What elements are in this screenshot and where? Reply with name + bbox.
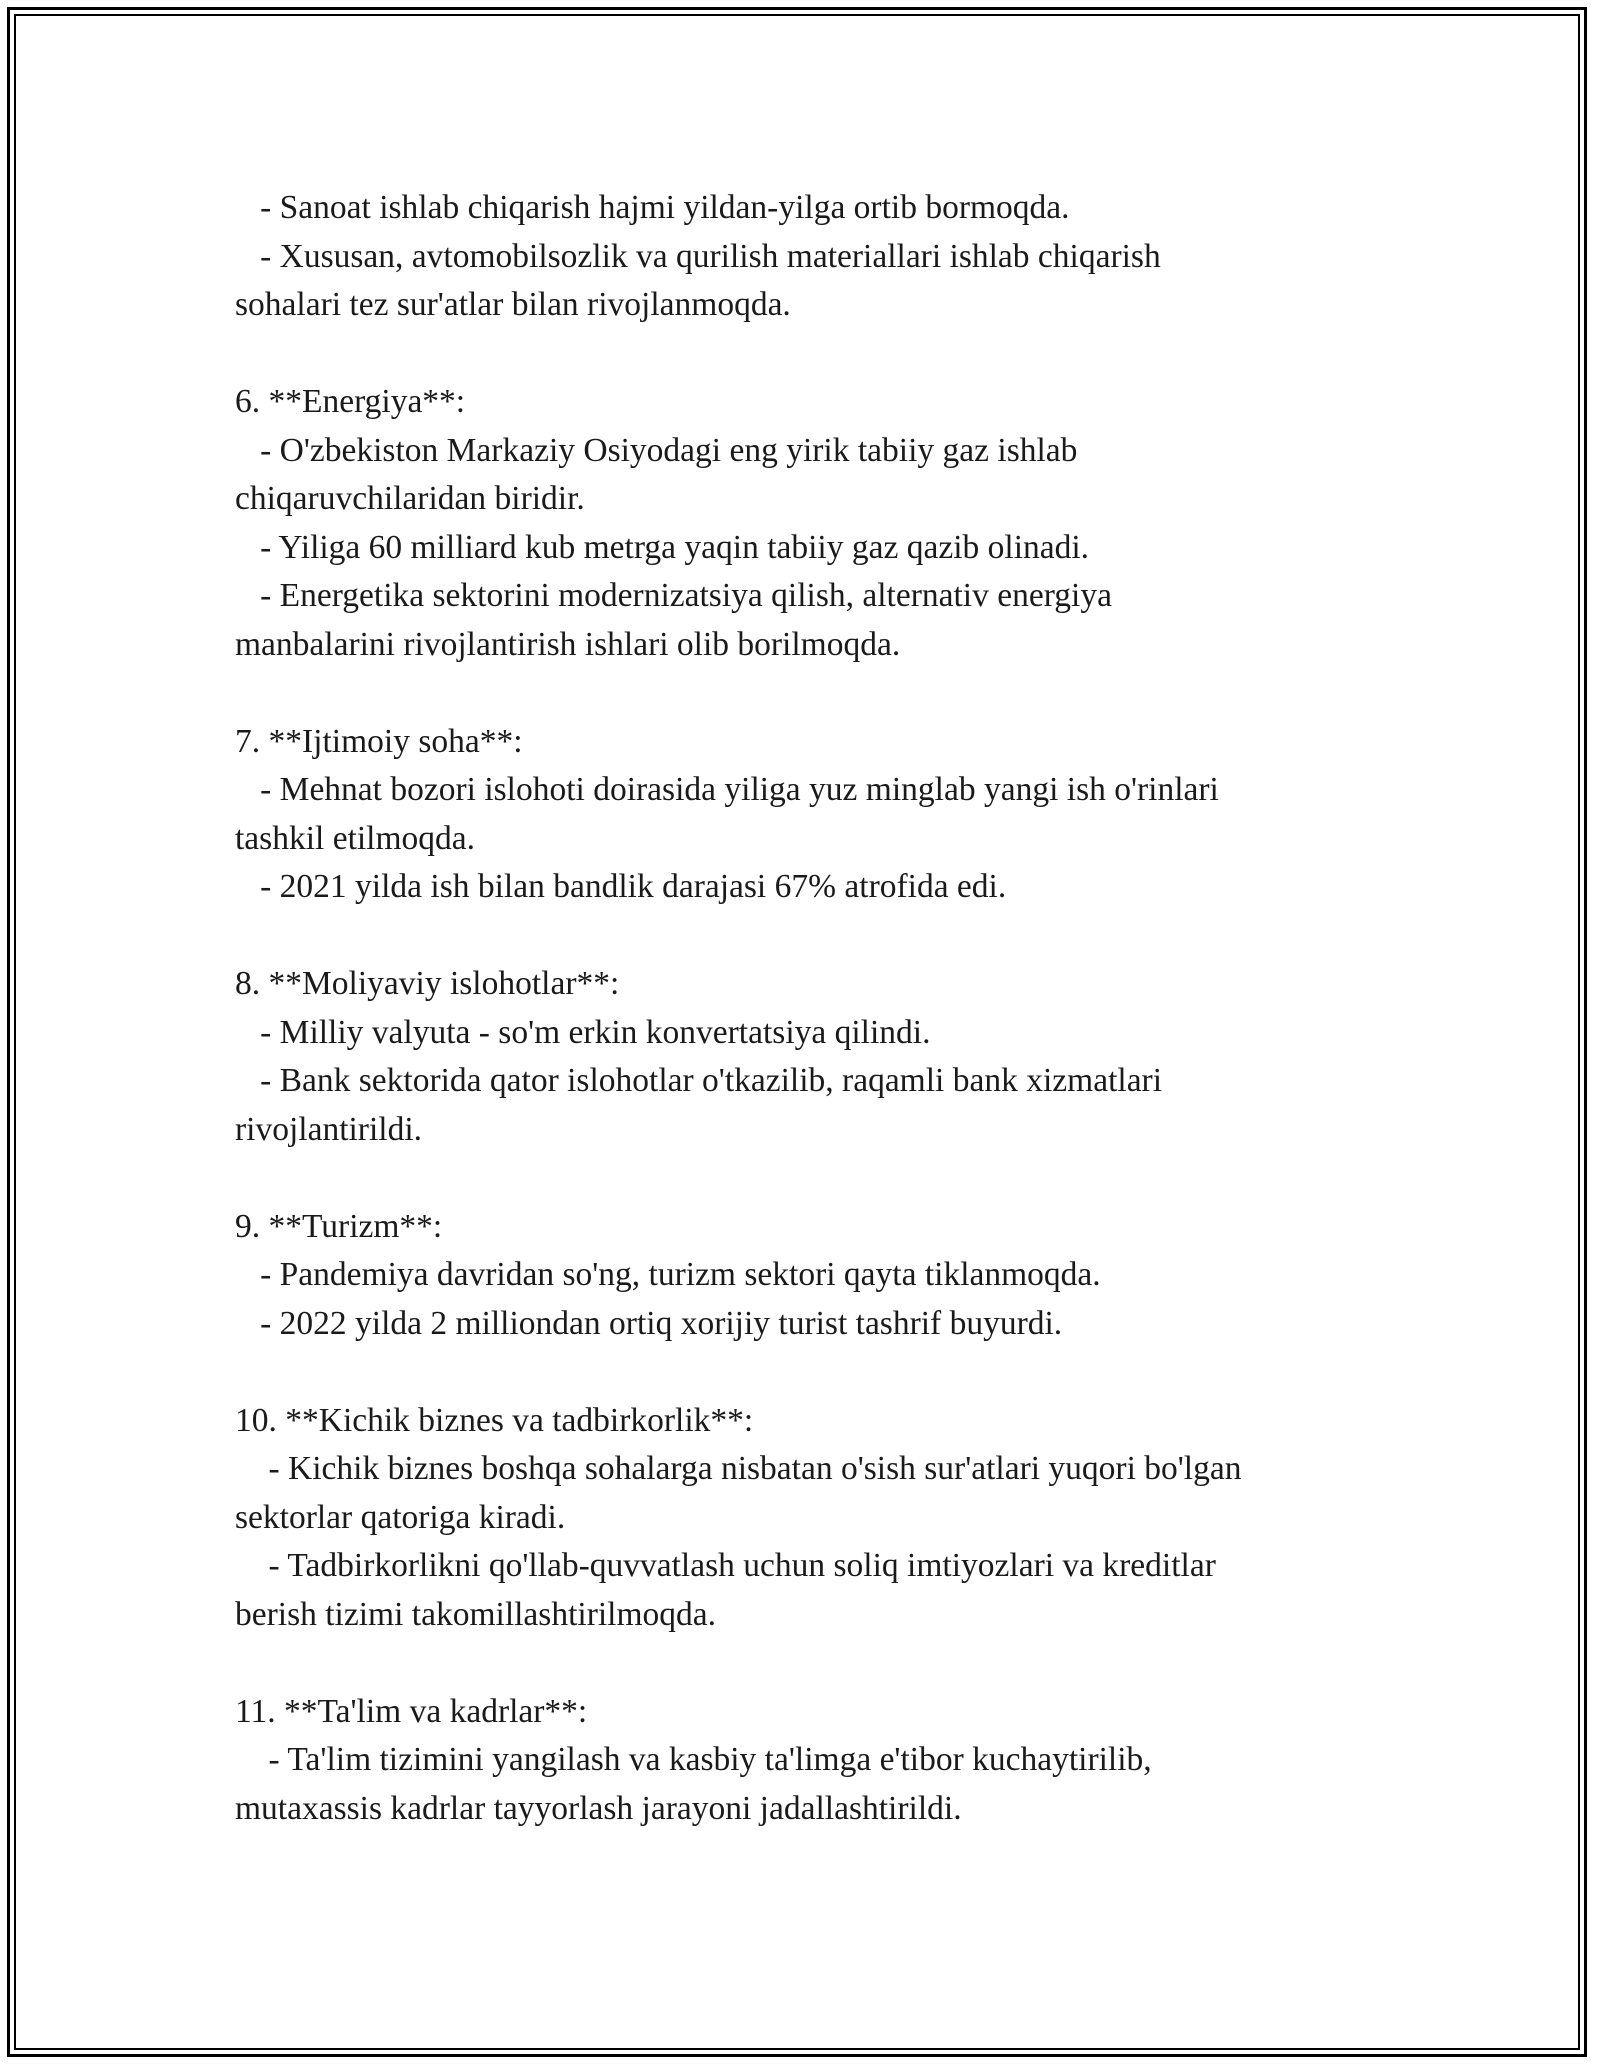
text-line: - Bank sektorida qator islohotlar o'tkazilib, raqamli bank xizmatlari	[235, 1062, 1163, 1099]
text-line: sektorlar qatoriga kiradi.	[235, 1498, 566, 1536]
text-line: - Yiliga 60 milliard kub metrga yaqin tabiiy gaz qazib olinadi.	[235, 528, 1090, 566]
blank-line	[235, 912, 1365, 961]
text-line: sohalari tez sur'atlar bilan rivojlanmoqda.	[235, 286, 791, 323]
section-heading: 8. **Moliyaviy islohotlar**:	[235, 965, 620, 1002]
text-line: - 2022 yilda 2 milliondan ortiq xorijiy turist tashrif buyurdi.	[235, 1304, 1063, 1342]
text-line: rivojlantirildi.	[235, 1110, 423, 1148]
blank-line	[235, 1348, 1365, 1397]
blank-line	[235, 669, 1365, 718]
text-line: - 2021 yilda ish bilan bandlik darajasi 67% atrofida edi.	[235, 868, 1007, 905]
text-line: mutaxassis kadrlar tayyorlash jarayoni jadallashtirildi.	[235, 1789, 962, 1827]
text-line: - Tadbirkorlikni qo'llab-quvvatlash uchun soliq imtiyozlari va kreditlar	[235, 1547, 1216, 1584]
section-heading: 11. **Ta'lim va kadrlar**:	[235, 1692, 588, 1730]
text-line: - Pandemiya davridan so'ng, turizm sektori qayta tiklanmoqda.	[235, 1256, 1101, 1293]
section-heading: 7. **Ijtimoiy soha**:	[235, 722, 523, 760]
document-body	[235, 184, 1365, 1833]
section-heading: 10. **Kichik biznes va tadbirkorlik**:	[235, 1401, 754, 1439]
text-line: - Kichik biznes boshqa sohalarga nisbatan o'sish sur'atlari yuqori bo'lgan	[235, 1450, 1242, 1487]
blank-line	[235, 1639, 1365, 1688]
text-line: - Mehnat bozori islohoti doirasida yiliga yuz minglab yangi ish o'rinlari	[235, 771, 1219, 808]
text-line: - Milliy valyuta - so'm erkin konvertatsiya qilindi.	[235, 1013, 931, 1051]
blank-line	[235, 330, 1365, 379]
text-line: chiqaruvchilaridan biridir.	[235, 480, 585, 517]
text-line: - Sanoat ishlab chiqarish hajmi yildan-yilga ortib bormoqda.	[235, 189, 1070, 226]
text-line: tashkil etilmoqda.	[235, 819, 476, 857]
section-heading: 6. **Energiya**:	[235, 383, 466, 420]
text-line: - Ta'lim tizimini yangilash va kasbiy ta'limga e'tibor kuchaytirilib,	[235, 1741, 1152, 1778]
blank-line	[235, 1154, 1365, 1203]
section-heading: 9. **Turizm**:	[235, 1207, 443, 1245]
text-line: berish tizimi takomillashtirilmoqda.	[235, 1595, 717, 1633]
text-line: - Energetika sektorini modernizatsiya qilish, alternativ energiya	[235, 577, 1112, 614]
text-line: - O'zbekiston Markaziy Osiyodagi eng yirik tabiiy gaz ishlab	[235, 431, 1078, 469]
text-line: - Xususan, avtomobilsozlik va qurilish materiallari ishlab chiqarish	[235, 237, 1161, 275]
text-line: manbalarini rivojlantirish ishlari olib borilmoqda.	[235, 625, 901, 663]
